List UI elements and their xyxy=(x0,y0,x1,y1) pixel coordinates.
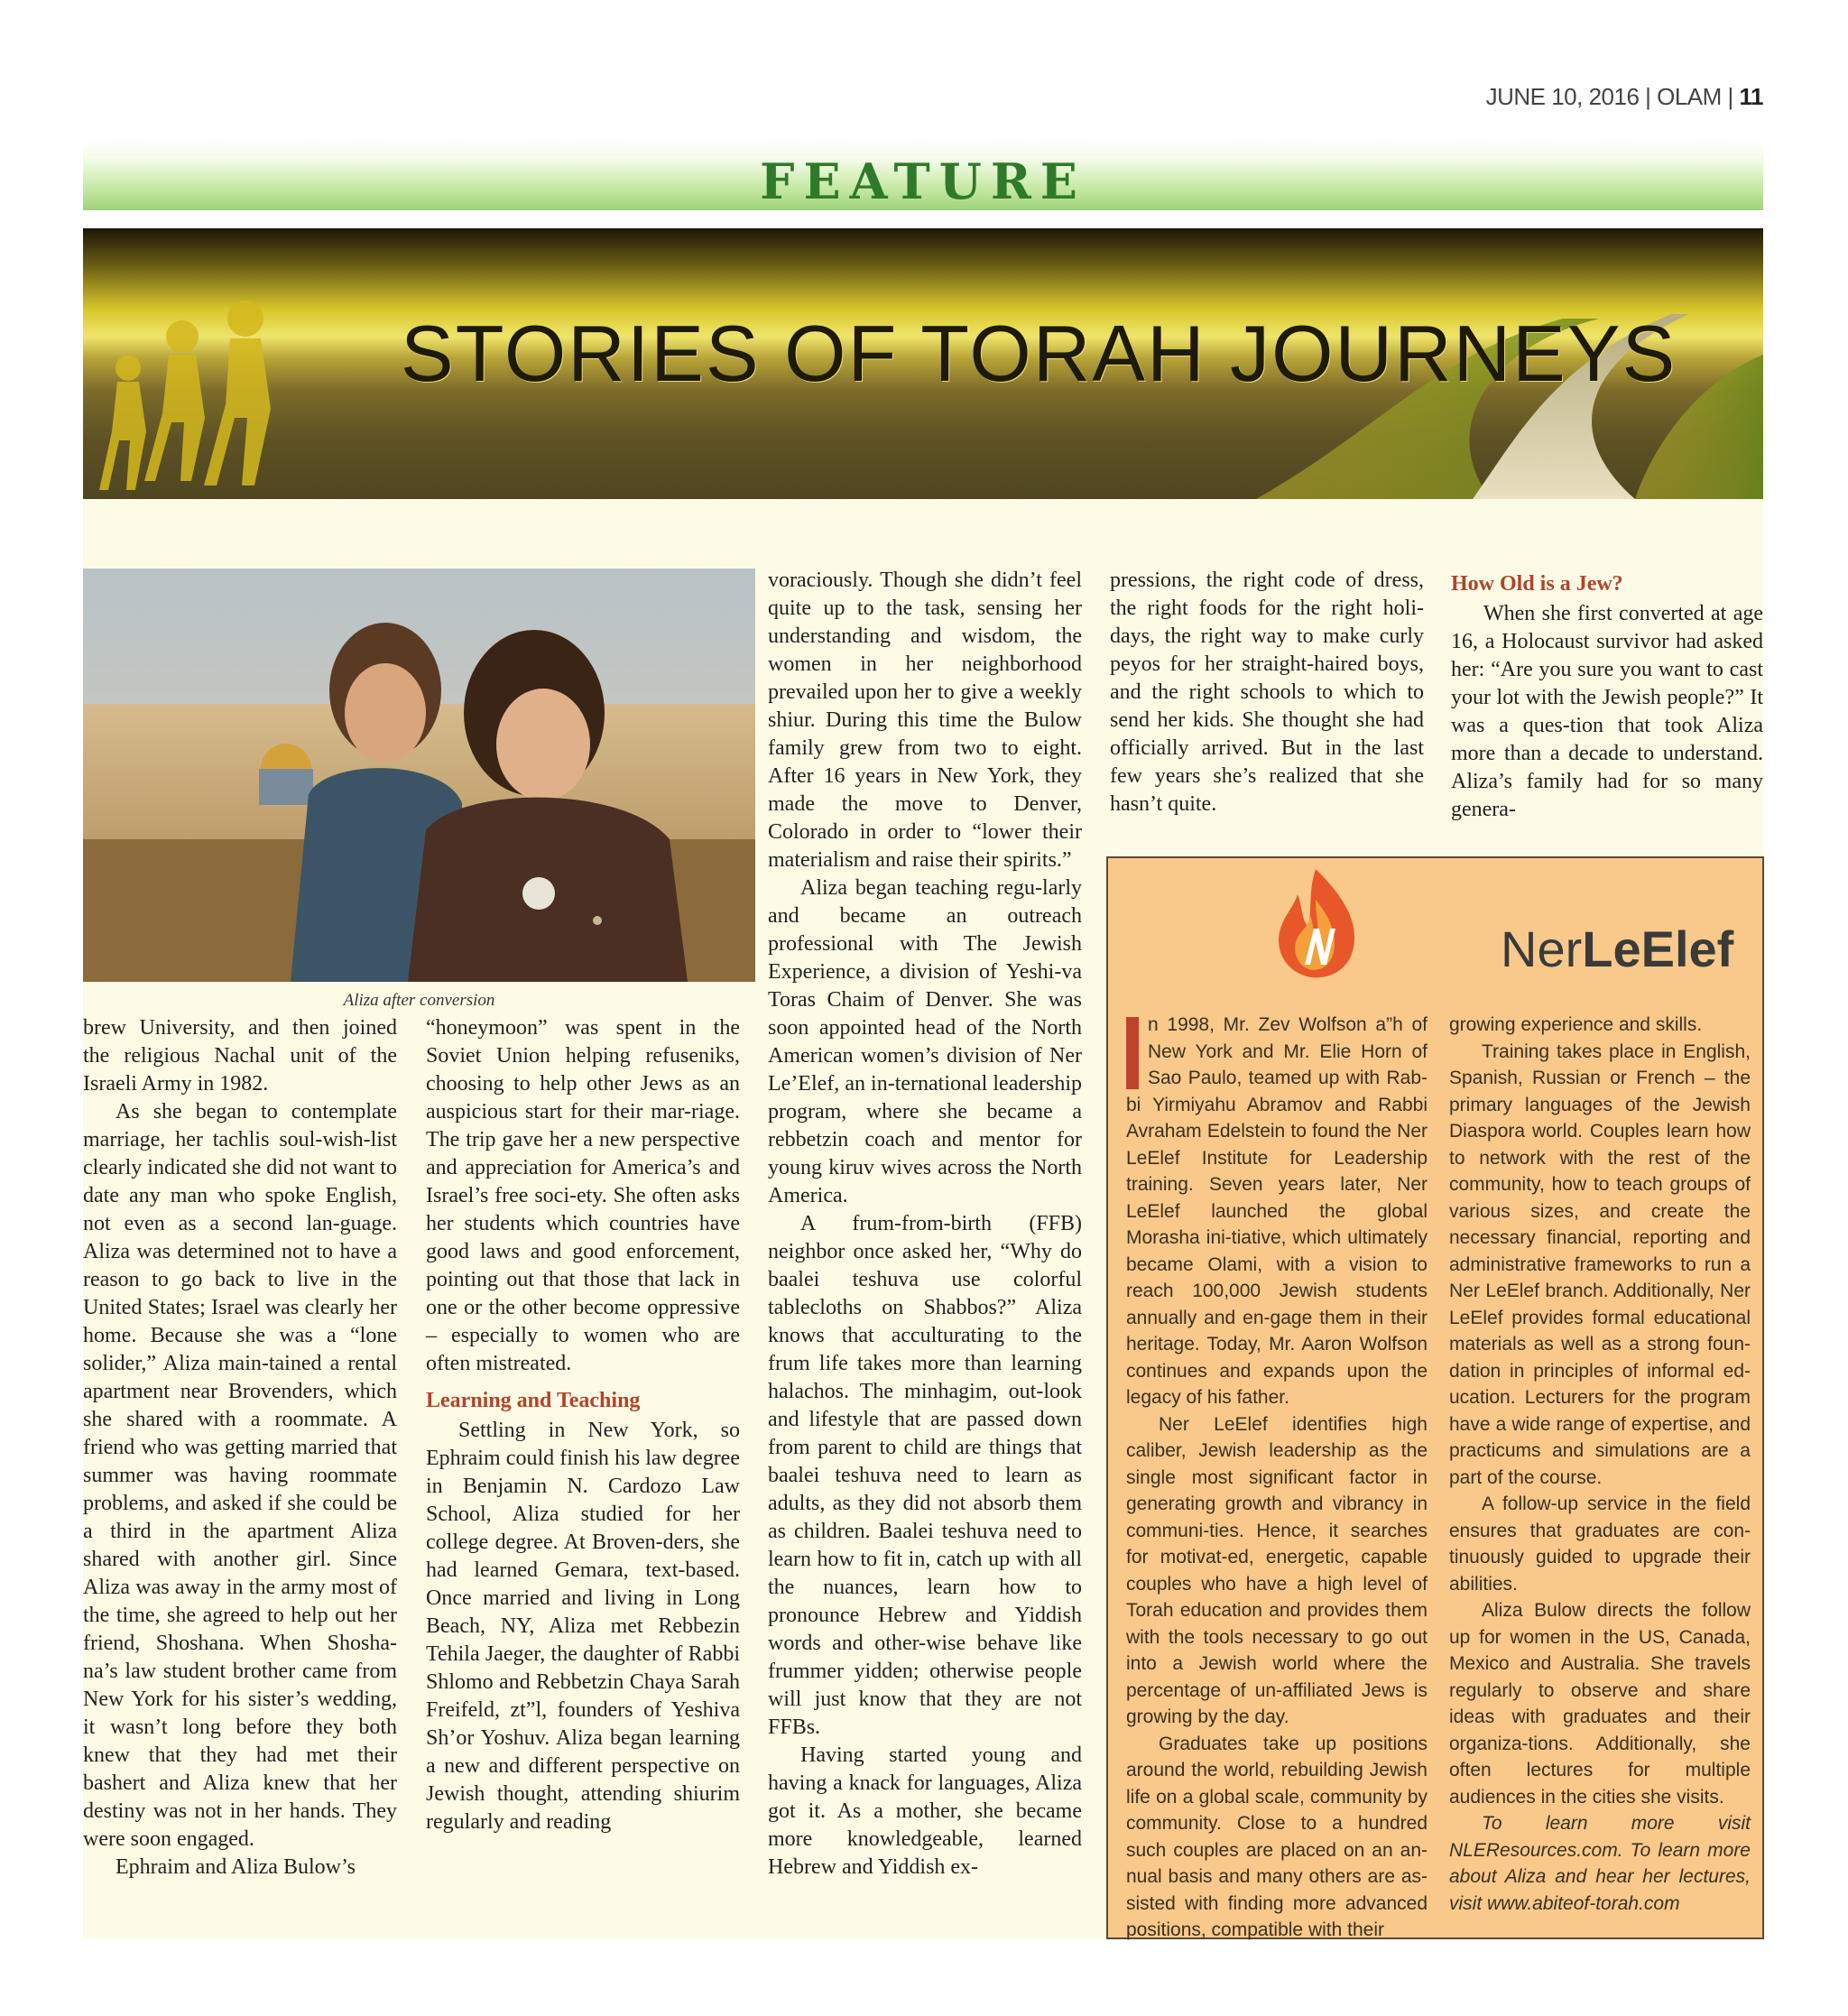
paragraph: A frum-from-birth (FFB) neighbor once asked her, “Why do baalei teshuva use colorful tablecloths on Shabbos?” Aliza knows that acculturating to the frum life takes more than learning halachos. The minhagim, out-look and lifestyle that are passed down from parent to child are things that baalei teshuva need to learn as adults, as they did not absorb them as children. Baalei teshuva need to learn how to fit in, catch up with all the nuances, learn how to pronounce Hebrew and Yiddish words and other-wise behave like frummer yidden; otherwise people will just know that they are not FFBs. xyxy=(768,1212,1082,1739)
article-column-3 xyxy=(768,567,1082,1926)
paragraph: pressions, the right code of dress, the right foods for the right holi-days, the right way to make curly peyos for her straight-haired boys, and the right schools to which to send her kids. She thought she had officially arrived. But in the last few years she’s realized that she hasn’t quite. xyxy=(1110,569,1424,816)
paragraph: Aliza began teaching regu-larly and became an outreach professional with The Jewish Experience, a division of Yeshi-va Toras Chaim of Denver. She was soon appointed head of the North American women’s division of Ner Le’Elef, an in-ternational leadership program, where she became a rebbetzin coach and mentor for young kiruv wives across the North America. xyxy=(768,876,1082,1207)
sidebar-box xyxy=(1106,856,1764,1939)
banner-image xyxy=(83,228,1763,499)
logo-text-leelef: LeElef xyxy=(1582,920,1734,977)
sidebar-link-note: To learn more visit NLEResources.com. To learn more about Aliza and hear her lectures, visit www.abiteof-torah.com xyxy=(1449,1813,1751,1914)
page-number: 11 xyxy=(1739,83,1763,110)
ner-leelef-logo xyxy=(1261,864,1734,981)
logo-text xyxy=(1501,920,1733,978)
article-column-2 xyxy=(426,1014,740,1926)
paragraph: “honeymoon” was spent in the Soviet Union helping refuseniks, choosing to help other Jews as an auspicious start for their mar-riage. The trip gave her a new perspective and appreciation for America’s and Israel’s free soci-ety. She often asks her students which countries have good laws and good enforcement, pointing out that those that lack in one or the other become oppressive – especially to women who are often mistreated. xyxy=(426,1016,740,1375)
drop-cap-bar xyxy=(1126,1017,1139,1089)
paragraph: As she began to contemplate marriage, her tachlis soul-wish-list clearly indicated she did not want to date any man who spoke English, not even as a second lan-guage. Aliza was determined not to have a reason to go back to live in the United States; Israel was clearly her home. Because she was a “lone solider,” Aliza main-tained a rental apartment near Brovenders, which she shared with a roommate. A friend who was getting married that summer was having roommate problems, and asked if she could be a third in the apartment Aliza shared with another girl. Since Aliza was away in the army most of the time, she agreed to help out her friend, Shoshana. When Shosha-na’s law student brother came from New York for his sister’s wedding, it wasn’t long before they both knew that they had met their bashert and Aliza knew that her destiny was not in her hands. They were soon engaged. xyxy=(83,1100,397,1851)
photo-caption: Aliza after conversion xyxy=(343,991,495,1010)
paragraph: When she first converted at age 16, a Holocaust survivor had asked her: “Are you sure you want to cast your lot with the Jewish people?” It was a ques-tion that took Aliza more than a decade to understand. Aliza’s family had for so many genera- xyxy=(1451,602,1763,821)
sidebar-paragraph: Training takes place in English, Spanish, Russian or French – the primary languages of the Jewish Diaspora world. Couples learn how to network with the rest of the community, how to teach groups of various sizes, and create the necessary financial, reporting and administrative frameworks to run a Ner LeElef branch. Additionally, Ner LeElef provides formal educational materials as well as a strong foun-dation in principles of informal ed-ucation. Lecturers for the program have a wide range of expertise, and practicums and simulations are a part of the course. xyxy=(1449,1040,1751,1488)
sidebar-column-2 xyxy=(1449,1012,1751,1923)
flame-icon xyxy=(1261,864,1370,981)
subheading: How Old is a Jew? xyxy=(1451,572,1623,596)
paragraph: brew University, and then joined the religious Nachal unit of the Israeli Army in 1982. xyxy=(83,1016,397,1096)
sidebar-paragraph: growing experience and skills. xyxy=(1449,1014,1703,1035)
sidebar-paragraph: Graduates take up positions around the world, rebuilding Jewish life on a global scale, community by community. Close to a hundred such couples are placed on an an-nual basis and many others are as-sisted with finding more advanced positions, compatible with their xyxy=(1126,1733,1428,1940)
header-date-section: JUNE 10, 2016 | OLAM | xyxy=(1485,83,1733,110)
subheading: Learning and Teaching xyxy=(426,1389,641,1412)
article-column-1 xyxy=(83,1014,397,1926)
sidebar-column-1 xyxy=(1126,1012,1428,1940)
article-column-4 xyxy=(1110,567,1424,819)
sidebar-paragraph: Aliza Bulow directs the follow up for women in the US, Canada, Mexico and Australia. She travels regularly to observe and share ideas with graduates and their organiza-tions. Additionally, she often lectures for multiple audiences in the cities she visits. xyxy=(1449,1600,1751,1808)
sidebar-paragraph: A follow-up service in the field ensures that graduates are con-tinuously guided to upgrade their abilities. xyxy=(1449,1494,1751,1595)
sidebar-paragraph xyxy=(1126,1012,1428,1411)
article-photo xyxy=(83,569,755,982)
section-band xyxy=(83,140,1763,210)
paragraph: Settling in New York, so Ephraim could finish his law degree in Benjamin N. Cardozo Law School, Aliza studied for her college degree. At Broven-ders, she had learned Gemara, text-based. Once married and living in Long Beach, NY, Aliza met Rebbezin Tehila Jaeger, the daughter of Rabbi Shlomo and Rebbetzin Chaya Sarah Freifeld, zt”l, founders of Yeshiva Sh’or Yoshuv. Aliza began learning a new and different perspective on Jewish thought, attending shiurim regularly and reading xyxy=(426,1419,740,1834)
page-header xyxy=(1486,83,1763,111)
logo-text-ner: Ner xyxy=(1501,920,1583,977)
paragraph: voraciously. Though she didn’t feel quite up to the task, sensing her understanding and wisdom, the women in her neighborhood prevailed upon her to give a weekly shiur. During this time the Bulow family grew from two to eight. After 16 years in New York, they made the move to Denver, Colorado in order to “lower their materialism and raise their spirits.” xyxy=(768,569,1082,872)
banner-title: STORIES OF TORAH JOURNEYS xyxy=(401,309,1677,398)
article-column-5 xyxy=(1451,561,1763,823)
sidebar-paragraph xyxy=(1449,1810,1751,1917)
photo-two-people-jerusalem xyxy=(83,569,755,982)
walking-figures-icon xyxy=(99,301,271,490)
paragraph: Ephraim and Aliza Bulow’s xyxy=(116,1855,356,1879)
sidebar-paragraph-text: n 1998, Mr. Zev Wolfson a”h of New York and Mr. Elie Horn of Sao Paulo, teamed up with Rab-bi Yirmiyahu Abramov and Rabbi Avraham Edelstein to found the Ner LeElef Institute for Leadership training. Seven years later, Ner LeElef launched the global Morasha ini-tiative, which ultimately became Olami, with a vision to reach 100,000 Jewish students annually and en-gage them in their heritage. Today, Mr. Aaron Wolfson continues and expands upon the legacy of his father. xyxy=(1126,1014,1428,1408)
paragraph: Having started young and having a knack for languages, Aliza got it. As a mother, she became more knowledgeable, learned Hebrew and Yiddish ex- xyxy=(768,1743,1082,1879)
sidebar-paragraph: Ner LeElef identifies high caliber, Jewish leadership as the single most significant factor in generating growth and vibrancy in communi-ties. Hence, it searches for motivat-ed, energetic, capable couples who have a high level of Torah education and provides them with the tools necessary to go out into a Jewish world where the percentage of un-affiliated Jews is growing by the day. xyxy=(1126,1413,1428,1727)
section-label: FEATURE xyxy=(760,153,1086,210)
